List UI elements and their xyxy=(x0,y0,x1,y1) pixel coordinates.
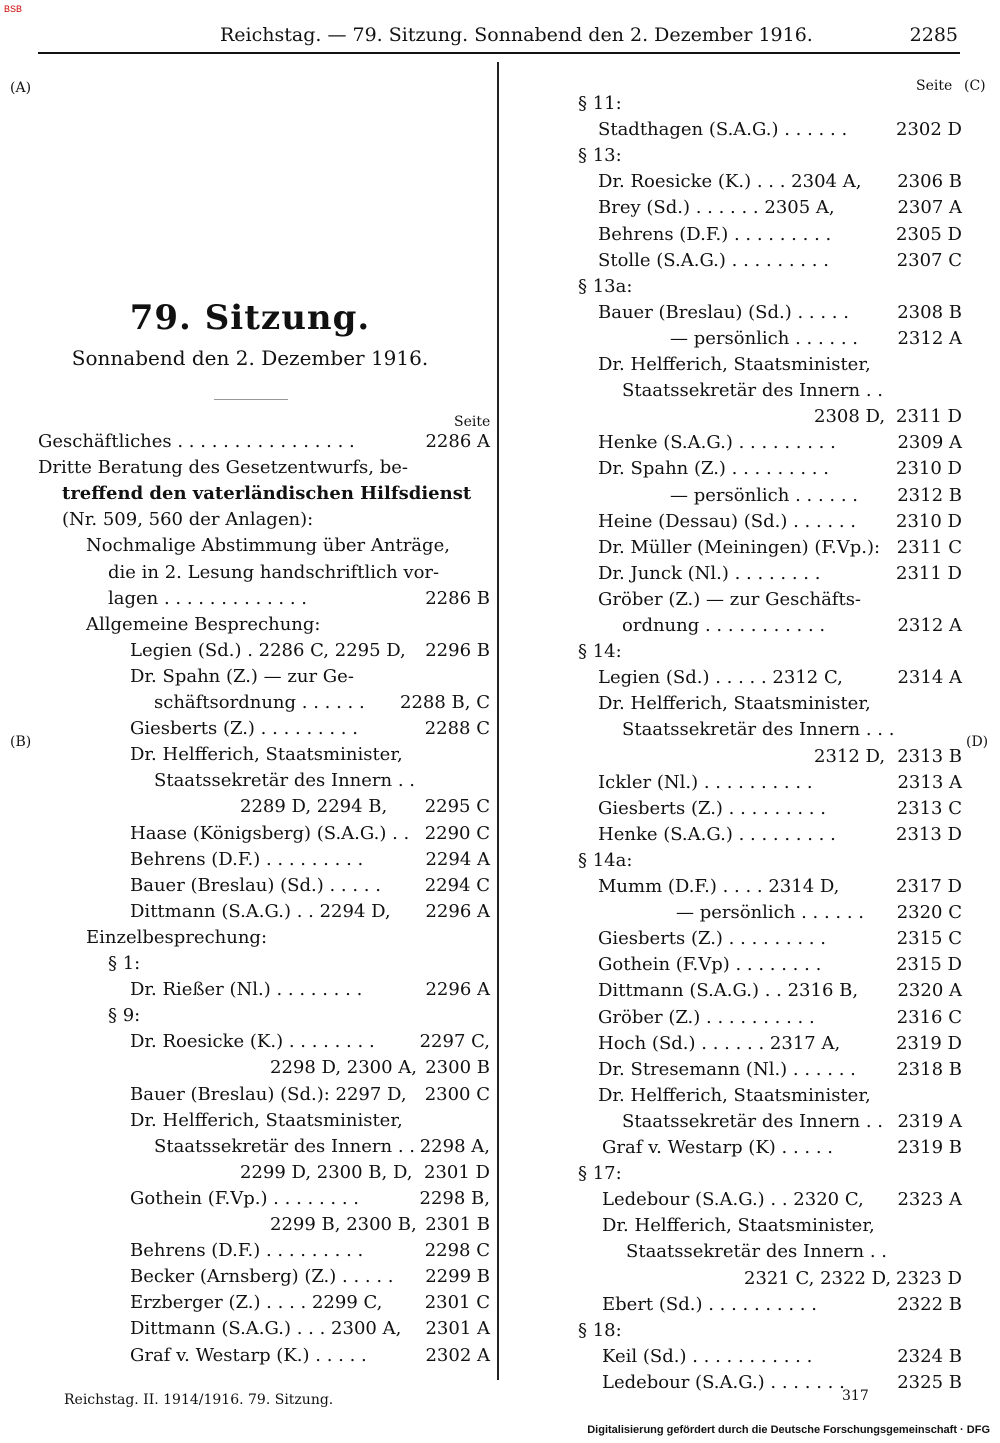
right-index-entry xyxy=(578,640,962,664)
right-index-entry-text: Heine (Dessau) (Sd.) . . . . . . xyxy=(598,510,857,532)
right-index-entry-text: Keil (Sd.) . . . . . . . . . . . xyxy=(602,1345,813,1367)
right-index-page-ref: 2324 B xyxy=(897,1345,962,1367)
left-index-entry-text: Behrens (D.F.) . . . . . . . . . xyxy=(130,848,364,870)
left-index-entry xyxy=(130,1265,490,1289)
left-index-entry-text: Geschäftliches . . . . . . . . . . . . . . . . xyxy=(38,431,355,452)
right-index-entry xyxy=(622,718,962,742)
right-index-page-ref: 2312 A xyxy=(897,327,962,349)
left-index-entry xyxy=(86,613,490,637)
right-index-entry xyxy=(598,118,962,142)
right-index-entry-text: § 14a: xyxy=(578,849,633,871)
right-index-page-ref: 2307 A xyxy=(897,197,962,219)
right-index-entry xyxy=(602,1136,962,1160)
right-index-entry-text: Stolle (S.A.G.) . . . . . . . . . xyxy=(598,249,829,271)
right-index-entry-text: Dr. Helfferich, Staatsminister, xyxy=(598,693,871,715)
right-index-entry-text: 2308 D, xyxy=(814,406,886,428)
left-index-entry xyxy=(154,691,490,715)
left-index-entry xyxy=(130,1187,490,1211)
left-index-page-ref: 2286 B xyxy=(425,587,490,609)
right-index-page-ref: 2306 B xyxy=(897,171,962,193)
right-index-entry xyxy=(602,1293,962,1317)
right-index-entry-text: Graf v. Westarp (K) . . . . . xyxy=(602,1137,834,1158)
right-index-entry xyxy=(602,1371,962,1395)
right-index-page-ref: 2313 D xyxy=(896,823,962,845)
right-index-page-ref: 2307 C xyxy=(896,249,962,271)
left-index-entry xyxy=(86,534,490,558)
right-index-entry xyxy=(598,797,962,821)
right-index-entry xyxy=(598,1084,962,1108)
left-index-page-ref: 2300 B xyxy=(425,1057,490,1079)
right-index-page-ref: 2311 C xyxy=(896,536,962,558)
left-index-entry-text: treffend den vaterländischen Hilfsdienst xyxy=(62,483,472,505)
left-index-entry-text: Dr. Helfferich, Staatsminister, xyxy=(130,744,403,766)
title-divider xyxy=(214,399,288,400)
right-index-entry-text: Dr. Roesicke (K.) . . . 2304 A, xyxy=(598,171,862,193)
left-index-entry xyxy=(130,665,490,689)
left-index-entry-text: Dr. Spahn (Z.) — zur Ge- xyxy=(130,665,354,687)
right-index-entry-text: — persönlich . . . . . . xyxy=(670,327,859,349)
right-index-entry xyxy=(598,953,962,977)
left-index-entry xyxy=(130,848,490,872)
left-index-entry xyxy=(108,1004,490,1028)
right-index-entry xyxy=(622,614,962,638)
right-index-entry-text: Ickler (Nl.) . . . . . . . . . . xyxy=(598,771,813,793)
left-index-entry xyxy=(154,1135,490,1159)
left-index-entry xyxy=(38,456,490,480)
right-index-entry-text: Giesberts (Z.) . . . . . . . . . xyxy=(598,928,826,950)
left-index-entry-text: 2299 D, 2300 B, D, xyxy=(240,1161,413,1183)
right-index-entry-text: Gröber (Z.) — zur Geschäfts- xyxy=(598,588,862,610)
right-index-page-ref: 2316 C xyxy=(896,1006,962,1028)
right-index-entry-text: 2321 C, 2322 D, xyxy=(744,1267,892,1289)
left-index-entry-text: 2298 D, 2300 A, xyxy=(270,1057,418,1079)
left-index-entry xyxy=(130,1030,490,1054)
right-index-entry xyxy=(622,379,962,403)
left-index-entry xyxy=(270,1056,490,1080)
right-index-entry xyxy=(578,1319,962,1343)
right-index-entry xyxy=(598,1058,962,1082)
left-index-page-ref: 2288 C xyxy=(424,718,490,740)
left-index-page-ref: 2298 A, xyxy=(419,1135,490,1157)
left-index-entry xyxy=(108,587,490,611)
right-index-entry-text: Staatssekretär des Innern . . . xyxy=(622,719,895,741)
right-index-entry-text: § 14: xyxy=(578,641,622,663)
right-index-entry xyxy=(814,745,962,769)
right-index-entry xyxy=(598,536,962,560)
left-index-entry-text: Dr. Helfferich, Staatsminister, xyxy=(130,1109,403,1131)
right-index-entry xyxy=(598,353,962,377)
right-index-entry-text: Gothein (F.Vp) . . . . . . . . xyxy=(598,954,822,976)
right-index-entry-text: § 11: xyxy=(578,93,622,114)
right-index-entry-text: § 13: xyxy=(578,145,622,167)
left-index-page-ref: 2301 C xyxy=(424,1292,490,1314)
left-index-entry-text: Becker (Arnsberg) (Z.) . . . . . xyxy=(130,1266,394,1288)
right-index-entry xyxy=(598,431,962,455)
left-index-entry xyxy=(108,561,490,585)
right-index-page-ref: 2308 B xyxy=(897,301,962,323)
right-index-entry-text: — persönlich . . . . . . xyxy=(670,484,859,506)
right-index-entry-text: Dr. Spahn (Z.) . . . . . . . . . xyxy=(598,458,829,480)
left-index-entry xyxy=(38,430,490,454)
left-index-entry xyxy=(130,978,490,1002)
right-index-entry-text: Dr. Junck (Nl.) . . . . . . . . xyxy=(598,562,821,584)
right-index-entry-text: Stadthagen (S.A.G.) . . . . . . xyxy=(598,119,848,141)
right-index-entry xyxy=(602,1214,962,1238)
right-index-entry xyxy=(598,457,962,481)
right-index-page-ref: 2322 B xyxy=(897,1293,962,1315)
right-index-entry xyxy=(598,170,962,194)
left-index-entry-text: Dr. Roesicke (K.) . . . . . . . . xyxy=(130,1031,375,1053)
right-index-entry xyxy=(598,1032,962,1056)
page-number: 2285 xyxy=(909,24,958,46)
right-index-page-ref: 2315 D xyxy=(896,954,962,976)
right-index-entry-text: Ledebour (S.A.G.) . . 2320 C, xyxy=(602,1189,864,1211)
seite-label-right: Seite xyxy=(916,78,953,94)
right-index-entry-text: § 18: xyxy=(578,1319,622,1341)
right-index-page-ref: 2323 D xyxy=(896,1267,962,1289)
right-index-page-ref: 2305 D xyxy=(896,223,962,245)
right-index-entry-text: Henke (S.A.G.) . . . . . . . . . xyxy=(598,823,836,845)
right-index-page-ref: 2320 C xyxy=(896,902,962,924)
right-index-entry-text: Behrens (D.F.) . . . . . . . . . xyxy=(598,223,832,245)
right-index-page-ref: 2320 A xyxy=(897,980,962,1002)
left-index-page-ref: 2288 B, C xyxy=(400,692,490,713)
left-index-entry-text: Erzberger (Z.) . . . . 2299 C, xyxy=(130,1292,383,1314)
right-index-entry xyxy=(602,1188,962,1212)
left-index-entry xyxy=(130,822,490,846)
right-index-entry xyxy=(598,1006,962,1030)
left-index-page-ref: 2297 C, xyxy=(419,1031,490,1053)
right-index-entry xyxy=(578,144,962,168)
left-index-page-ref: 2301 B xyxy=(425,1214,490,1235)
right-index-entry xyxy=(676,901,962,925)
session-date: Sonnabend den 2. Dezember 1916. xyxy=(71,346,429,370)
right-index-page-ref: 2310 D xyxy=(896,458,962,480)
left-index-entry xyxy=(62,508,490,532)
right-index-entry-text: Gröber (Z.) . . . . . . . . . . xyxy=(598,1006,815,1028)
left-index-entry-text: Allgemeine Besprechung: xyxy=(86,613,321,635)
right-index-page-ref: 2319 D xyxy=(896,1032,962,1054)
right-index-entry-text: Giesberts (Z.) . . . . . . . . . xyxy=(598,797,826,819)
left-index-entry xyxy=(130,1344,490,1368)
right-index-entry xyxy=(670,327,962,351)
right-index-entry xyxy=(598,301,962,325)
right-index-entry xyxy=(598,666,962,690)
left-index-entry-text: Dritte Beratung des Gesetzentwurfs, be- xyxy=(38,457,408,479)
running-header: Reichstag. — 79. Sitzung. Sonnabend den 2. Dezember 1916. xyxy=(220,24,813,46)
left-index-entry xyxy=(240,795,490,819)
left-index-entry-text: Behrens (D.F.) . . . . . . . . . xyxy=(130,1240,364,1262)
right-index-entry-text: Dittmann (S.A.G.) . . 2316 B, xyxy=(598,980,859,1002)
right-index-page-ref: 2323 A xyxy=(897,1189,962,1211)
left-index-entry xyxy=(154,769,490,793)
right-index-entry-text: Dr. Müller (Meiningen) (F.Vp.): xyxy=(598,536,881,558)
margin-mark-b: (B) xyxy=(10,734,32,750)
left-index-page-ref: 2296 A xyxy=(425,900,490,922)
left-index-entry-text: § 9: xyxy=(108,1005,141,1027)
left-index-page-ref: 2300 C xyxy=(424,1083,490,1105)
right-index-page-ref: 2310 D xyxy=(896,510,962,532)
header-rule xyxy=(38,52,960,54)
left-index-entry-text: Legien (Sd.) . 2286 C, 2295 D, xyxy=(130,639,406,661)
left-index-entry xyxy=(130,1291,490,1315)
right-index-page-ref: 2312 A xyxy=(897,615,962,636)
left-index-page-ref: 2301 D xyxy=(424,1161,490,1183)
right-index-page-ref: 2313 A xyxy=(897,771,962,793)
left-index-entry-text: Bauer (Breslau) (Sd.): 2297 D, xyxy=(130,1083,407,1105)
left-index-entry-text: Bauer (Breslau) (Sd.) . . . . . xyxy=(130,874,381,896)
left-index-entry-text: § 1: xyxy=(108,953,141,974)
right-index-entry-text: Dr. Helfferich, Staatsminister, xyxy=(602,1215,875,1237)
left-index-entry xyxy=(108,952,490,976)
right-index-page-ref: 2312 B xyxy=(897,484,962,506)
right-index-entry xyxy=(598,927,962,951)
footer-volume: Reichstag. II. 1914/1916. 79. Sitzung. xyxy=(64,1392,334,1408)
right-index-entry xyxy=(598,249,962,273)
right-index-entry-text: Staatssekretär des Innern . . xyxy=(622,380,884,402)
left-index-entry-text: Dittmann (S.A.G.) . . 2294 D, xyxy=(130,900,391,922)
left-index-page-ref: 2295 C xyxy=(424,796,490,818)
right-index-page-ref: 2311 D xyxy=(896,406,962,428)
left-index-entry-text: 2289 D, 2294 B, xyxy=(240,796,388,818)
right-index-entry xyxy=(578,849,962,873)
margin-mark-c: (C) xyxy=(964,78,986,94)
right-index-page-ref: 2319 B xyxy=(897,1137,962,1158)
left-index-entry xyxy=(240,1161,490,1185)
left-index-entry-text: Staatssekretär des Innern . . xyxy=(154,1135,416,1157)
right-index-entry-text: Brey (Sd.) . . . . . . 2305 A, xyxy=(598,197,835,219)
footer-sheet-number: 317 xyxy=(842,1388,869,1404)
left-index-page-ref: 2286 A xyxy=(425,431,490,452)
right-index-page-ref: 2319 A xyxy=(897,1110,962,1132)
left-index-page-ref: 2294 A xyxy=(425,848,490,870)
right-index-entry xyxy=(670,484,962,508)
left-index-page-ref: 2296 B xyxy=(425,639,490,661)
right-index-page-ref: 2313 C xyxy=(896,797,962,819)
left-index-entry-text: Dittmann (S.A.G.) . . . 2300 A, xyxy=(130,1318,402,1340)
right-index-entry-text: Dr. Stresemann (Nl.) . . . . . . xyxy=(598,1058,856,1080)
right-index-entry xyxy=(598,196,962,220)
right-index-entry xyxy=(598,771,962,795)
right-index-entry-text: Staatssekretär des Innern . . xyxy=(626,1241,888,1263)
left-index-entry xyxy=(130,1317,490,1341)
right-index-page-ref: 2315 C xyxy=(896,928,962,950)
left-index-entry xyxy=(130,1239,490,1263)
left-index-entry xyxy=(130,743,490,767)
left-index-entry-text: 2299 B, 2300 B, xyxy=(270,1214,417,1235)
left-index-entry-text: lagen . . . . . . . . . . . . . xyxy=(108,587,308,609)
dfg-credit: Digitalisierung gefördert durch die Deutsche Forschungsgemeinschaft · DFG xyxy=(587,1424,990,1436)
right-index-entry xyxy=(814,405,962,429)
right-index-entry xyxy=(598,562,962,586)
seite-label-left: Seite xyxy=(454,414,491,430)
left-index-entry-text: die in 2. Lesung handschriftlich vor- xyxy=(108,561,440,583)
right-index-page-ref: 2317 D xyxy=(896,876,962,897)
left-index-entry-text: Dr. Rießer (Nl.) . . . . . . . . xyxy=(130,979,363,1001)
right-index-entry-text: Ebert (Sd.) . . . . . . . . . . xyxy=(602,1293,817,1315)
right-index-entry xyxy=(598,823,962,847)
right-index-entry xyxy=(578,1162,962,1186)
right-index-entry-text: Mumm (D.F.) . . . . 2314 D, xyxy=(598,876,840,897)
left-index-entry xyxy=(62,482,490,506)
left-index-entry-text: Einzelbesprechung: xyxy=(86,926,268,948)
left-index-entry-text: (Nr. 509, 560 der Anlagen): xyxy=(62,509,314,531)
left-index-entry-text: Staatssekretär des Innern . . xyxy=(154,770,416,792)
left-index-entry-text: Graf v. Westarp (K.) . . . . . xyxy=(130,1344,367,1366)
left-index-page-ref: 2298 C xyxy=(424,1240,490,1262)
right-index-page-ref: 2313 B xyxy=(897,745,962,767)
left-index-entry-text: Gothein (F.Vp.) . . . . . . . . xyxy=(130,1187,360,1209)
right-index-page-ref: 2325 B xyxy=(897,1371,962,1393)
right-index-entry xyxy=(598,979,962,1003)
right-index-entry-text: 2312 D, xyxy=(814,745,886,767)
right-index-entry-text: Henke (S.A.G.) . . . . . . . . . xyxy=(598,432,836,454)
right-index-entry-text: ordnung . . . . . . . . . . . xyxy=(622,615,826,636)
left-index-page-ref: 2296 A xyxy=(425,979,490,1001)
left-index-page-ref: 2290 C xyxy=(424,822,490,844)
right-index-entry xyxy=(744,1267,962,1291)
left-index-entry xyxy=(130,639,490,663)
left-index-entry xyxy=(86,926,490,950)
left-index-page-ref: 2301 A xyxy=(425,1318,490,1340)
right-index-entry xyxy=(598,875,962,899)
right-index-page-ref: 2314 A xyxy=(897,667,962,689)
right-index-entry xyxy=(622,1110,962,1134)
margin-mark-a: (A) xyxy=(10,80,32,96)
left-index-entry xyxy=(130,717,490,741)
left-index-page-ref: 2294 C xyxy=(424,874,490,896)
right-index-entry xyxy=(598,692,962,716)
right-index-entry-text: Bauer (Breslau) (Sd.) . . . . . xyxy=(598,301,849,323)
right-index-entry-text: Dr. Helfferich, Staatsminister, xyxy=(598,354,871,375)
right-index-entry xyxy=(602,1345,962,1369)
column-divider xyxy=(497,62,499,1380)
right-index-entry xyxy=(578,92,962,116)
right-index-entry-text: Dr. Helfferich, Staatsminister, xyxy=(598,1084,871,1106)
right-index-page-ref: 2318 B xyxy=(897,1058,962,1080)
left-index-entry xyxy=(130,1083,490,1107)
left-index-entry xyxy=(130,900,490,924)
right-index-entry-text: Hoch (Sd.) . . . . . . 2317 A, xyxy=(598,1032,841,1054)
right-index-entry-text: § 13a: xyxy=(578,275,633,297)
right-index-entry xyxy=(598,223,962,247)
left-index-page-ref: 2299 B xyxy=(425,1266,490,1288)
right-index-page-ref: 2309 A xyxy=(897,432,962,454)
right-index-entry-text: § 17: xyxy=(578,1163,622,1185)
left-index-entry xyxy=(270,1213,490,1237)
right-index-entry xyxy=(598,588,962,612)
right-index-entry-text: Legien (Sd.) . . . . . 2312 C, xyxy=(598,667,843,689)
right-index-entry xyxy=(578,275,962,299)
right-index-entry-text: — persönlich . . . . . . xyxy=(676,902,865,924)
right-index-page-ref: 2311 D xyxy=(896,562,962,584)
left-index-entry xyxy=(130,874,490,898)
left-index-entry-text: Haase (Königsberg) (S.A.G.) . . xyxy=(130,822,410,844)
left-index-entry-text: Giesberts (Z.) . . . . . . . . . xyxy=(130,718,358,740)
left-index-page-ref: 2302 A xyxy=(425,1344,490,1366)
right-index-page-ref: 2302 D xyxy=(896,119,962,141)
right-index-entry xyxy=(626,1240,962,1264)
left-index-entry xyxy=(130,1109,490,1133)
left-index-entry-text: schäftsordnung . . . . . . xyxy=(154,692,365,713)
right-index-entry xyxy=(598,510,962,534)
left-index-entry-text: Nochmalige Abstimmung über Anträge, xyxy=(86,535,450,557)
margin-mark-d: (D) xyxy=(966,734,989,750)
left-index-page-ref: 2298 B, xyxy=(419,1187,490,1209)
library-stamp: BSB xyxy=(4,4,23,14)
session-title: 79. Sitzung. xyxy=(129,298,371,338)
right-index-entry-text: Staatssekretär des Innern . . xyxy=(622,1110,884,1132)
right-index-entry-text: Ledebour (S.A.G.) . . . . . . . xyxy=(602,1371,845,1393)
